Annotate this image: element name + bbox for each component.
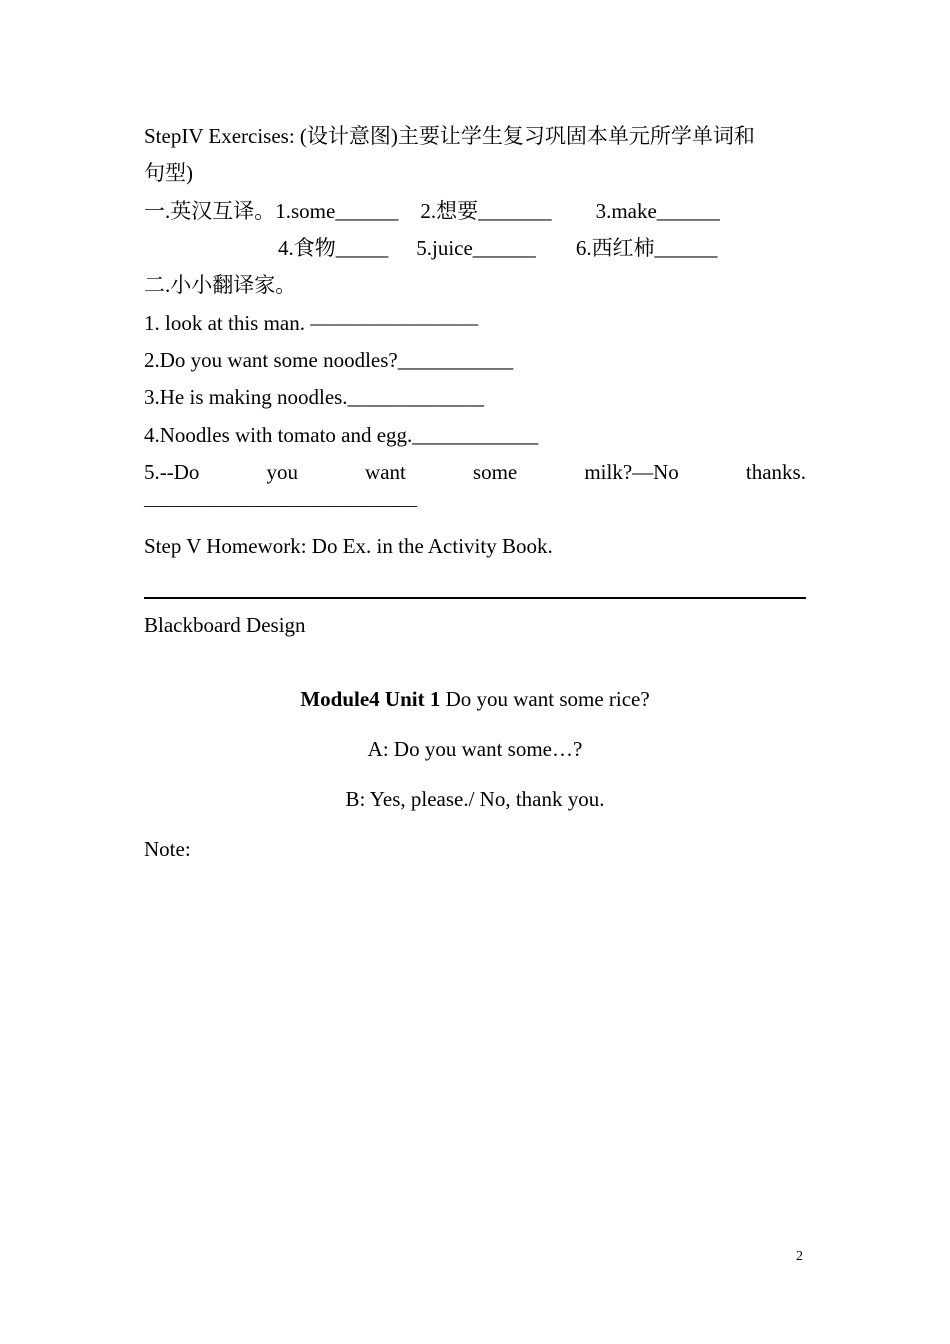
blackboard-title [0, 684, 950, 714]
question5-answer-line: ———————————————— [144, 495, 416, 515]
exercise1-item-1: 1.some______ [275, 199, 399, 223]
exercise2-question-3: 3.He is making noodles._____________ [144, 385, 485, 409]
exercise1-row2 [278, 233, 718, 263]
exercise1-row1 [144, 196, 720, 226]
blackboard-line-b: B: Yes, please./ No, thank you. [345, 787, 605, 811]
blackboard-heading: Blackboard Design [144, 613, 306, 637]
question5-word: some [472, 460, 518, 484]
exercise1-heading: 一.英汉互译。 [144, 199, 276, 223]
blackboard-line-a: A: Do you want some…? [367, 737, 583, 761]
question5-word: milk?—No [584, 460, 679, 484]
page-number: 2 [796, 1249, 803, 1264]
section-divider [144, 597, 806, 599]
exercise2-question-4: 4.Noodles with tomato and egg.____________ [144, 423, 539, 447]
step5-homework: Step V Homework: Do Ex. in the Activity Book. [144, 534, 553, 558]
exercise1-item-2: 2.想要_______ [420, 199, 552, 223]
question5-word: 5.--Do [144, 460, 200, 484]
exercise2-heading: 二.小小翻译家。 [144, 273, 297, 297]
question5-word: want [365, 460, 406, 484]
step4-line2: 句型) [144, 161, 193, 185]
question5-word: thanks. [745, 460, 806, 484]
exercise1-item-5: 5.juice______ [416, 236, 536, 260]
exercise2-question-5 [144, 457, 806, 487]
exercise2-question-1: 1. look at this man. ———————— [144, 311, 479, 335]
step4-line1: StepIV Exercises: (设计意图)主要让学生复习巩固本单元所学单词和 [144, 124, 755, 148]
exercise1-item-6: 6.西红柿______ [575, 236, 718, 260]
question5-word: you [266, 460, 298, 484]
exercise1-item-3: 3.make______ [595, 199, 720, 223]
exercise2-question-2: 2.Do you want some noodles?___________ [144, 348, 514, 372]
blackboard-title-question: Do you want some rice? [440, 687, 650, 711]
exercise1-item-4: 4.食物_____ [278, 236, 389, 260]
note-label: Note: [144, 837, 191, 861]
blackboard-title-module: Module4 Unit 1 [300, 687, 441, 711]
